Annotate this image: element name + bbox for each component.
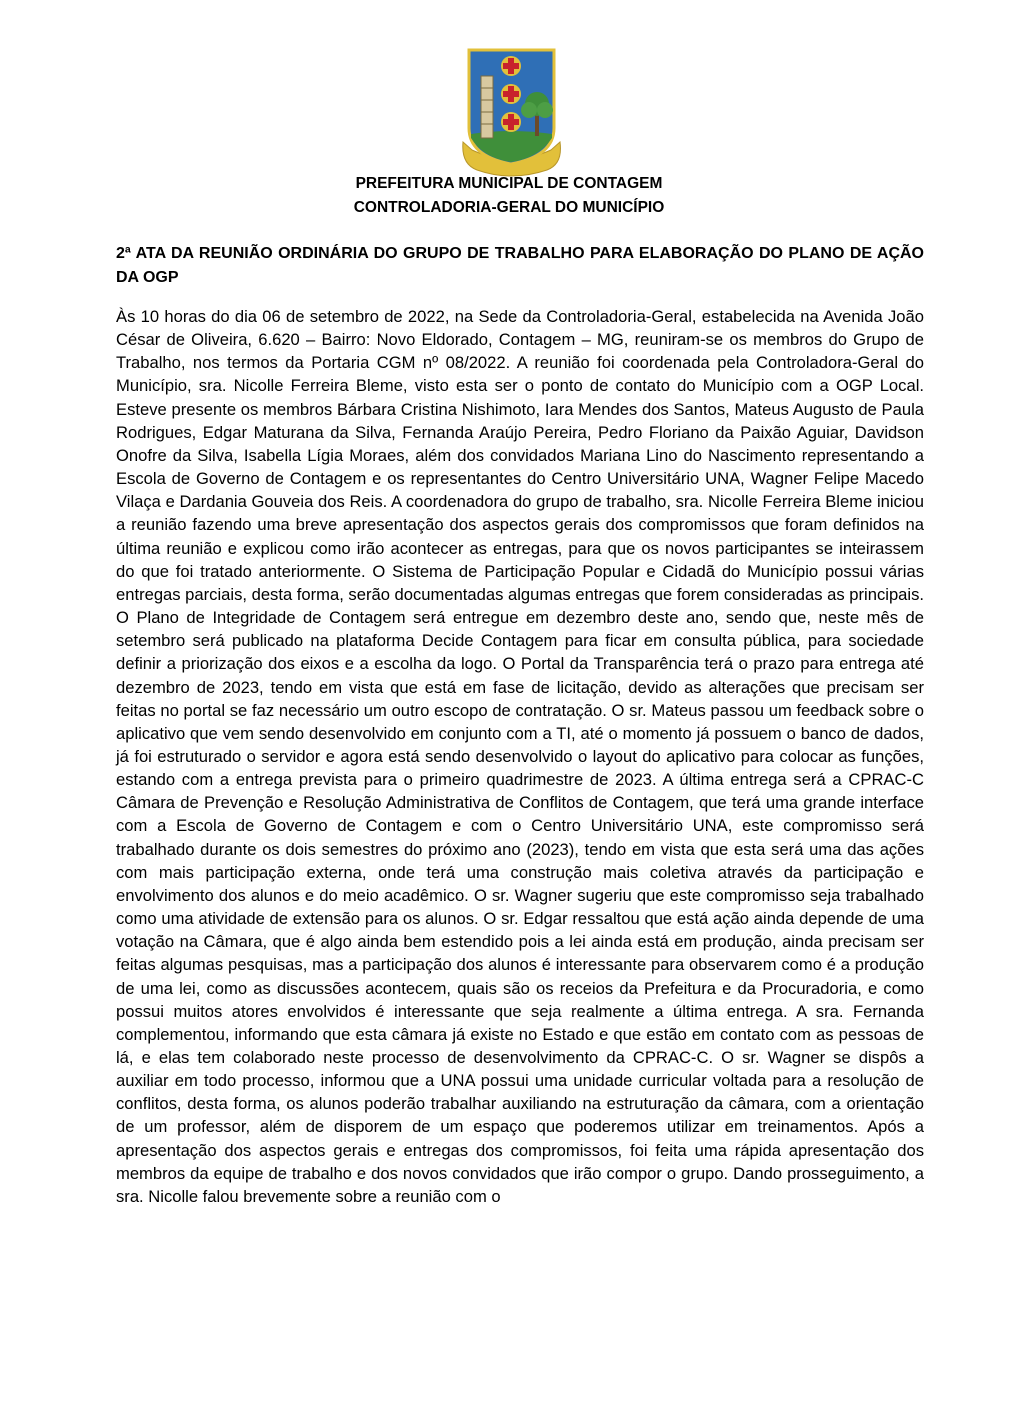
header-prefeitura: PREFEITURA MUNICIPAL DE CONTAGEM (355, 175, 663, 192)
coat-of-arms-logo (459, 46, 564, 178)
document-body-paragraph: Às 10 horas do dia 06 de setembro de 2022, na Sede da Controladoria-Geral, estabelecida na Avenida João César de Oliveira, 6.620 – Bairro: Novo Eldorado, Contagem – MG, reuniram-se os membros do Grupo de Trabalho, nos termos da Portaria CGM nº 08/2022. A reunião foi coordenada pela Controladora-Geral do Município, sra. Nicolle Ferreira Bleme, visto esta ser o ponto de contato do Município com a OGP Local. Esteve presente os membros Bárbara Cristina Nishimoto, Iara Mendes dos Santos, Mateus Augusto de Paula Rodrigues, Edgar Maturana da Silva, Fernanda Araújo Pereira, Pedro Floriano da Paixão Aguiar, Davidson Onofre da Silva, Isabella Lígia Moraes, além dos convidados Mariana Lino do Nascimento representando a Escola de Governo de Contagem e os representantes do Centro Universitário UNA, Wagner Felipe Macedo Vilaça e Dardania Gouveia dos Reis. A coordenadora do grupo de trabalho, sra. Nicolle Ferreira Bleme iniciou a reunião fazendo uma breve apresentação dos aspectos gerais dos compromissos que foram definidos na última reunião e explicou como irão acontecer as entregas, para que os novos participantes se inteirassem do que foi tratado anteriormente. O Sistema de Participação Popular e Cidadã do Município possui várias entregas parciais, desta forma, serão documentadas algumas entregas que forem consideradas as principais. O Plano de Integridade de Contagem será entregue em dezembro deste ano, sendo que, neste mês de setembro será publicado na plataforma Decide Contagem para ficar em consulta pública, para sociedade definir a priorização dos eixos e a escolha da logo. O Portal da Transparência terá o prazo para entrega até dezembro de 2023, tendo em vista que está em fase de licitação, devido as alterações que precisam ser feitas no portal se faz necessário um outro escopo de contratação. O sr. Mateus passou um feedback sobre o aplicativo que vem sendo desenvolvido em conjunto com a TI, até o momento já possuem o banco de dados, já foi estruturado o servidor e agora está sendo desenvolvido o layout do aplicativo para colocar as funções, estando com a entrega prevista para o primeiro quadrimestre de 2023. A última entrega será a CPRAC-C Câmara de Prevenção e Resolução Administrativa de Conflitos de Contagem, que terá uma grande interface com a Escola de Governo de Contagem e com o Centro Universitário UNA, este compromisso será trabalhado durante os dois semestres do próximo ano (2023), tendo em vista que esta será uma das ações com mais participação externa, onde terá uma construção mais coletiva através da participação e envolvimento dos alunos e do meio acadêmico. O sr. Wagner sugeriu que este compromisso seja trabalhado como uma atividade de extensão para os alunos. O sr. Edgar ressaltou que está ação ainda depende de uma votação na Câmara, que é algo ainda bem estendido pois a lei ainda está em produção, ainda precisam ser feitas algumas pesquisas, mas a participação dos alunos é interessante para observarem como é a produção de uma lei, como as discussões acontecem, quais são os receios da Prefeitura e da Procuradoria, e como possui muitos atores envolvidos é interessante que seja realmente a última entrega. A sra. Fernanda complementou, informando que esta câmara já existe no Estado e que estão em contato com as pessoas de lá, e elas tem colaborado neste processo de desenvolvimento da CPRAC-C. O sr. Wagner se dispôs a auxiliar em todo processo, informou que a UNA possui uma unidade curricular voltada para a resolução de conflitos, desta forma, os alunos poderão trabalhar auxiliando na estruturação da câmara, com a orientação de um professor, além de disporem de um espaço que poderemos utilizar em treinamentos. Após a apresentação dos aspectos gerais e entregas dos compromissos, foi feita uma rápida apresentação dos membros da equipe de trabalho e dos novos convidados que irão compor o grupo. Dando prosseguimento, a sra. Nicolle falou brevemente sobre a reunião com o (116, 307, 925, 1206)
cross-emblem-middle (501, 84, 521, 104)
header-controladoria: CONTROLADORIA-GERAL DO MUNICÍPIO (353, 199, 665, 216)
document-title: 2ª ATA DA REUNIÃO ORDINÁRIA DO GRUPO DE TRABALHO PARA ELABORAÇÃO DO PLANO DE AÇÃO DA OGP (116, 245, 924, 286)
cross-emblem-top (501, 56, 521, 76)
cross-emblem-bottom (501, 112, 521, 132)
